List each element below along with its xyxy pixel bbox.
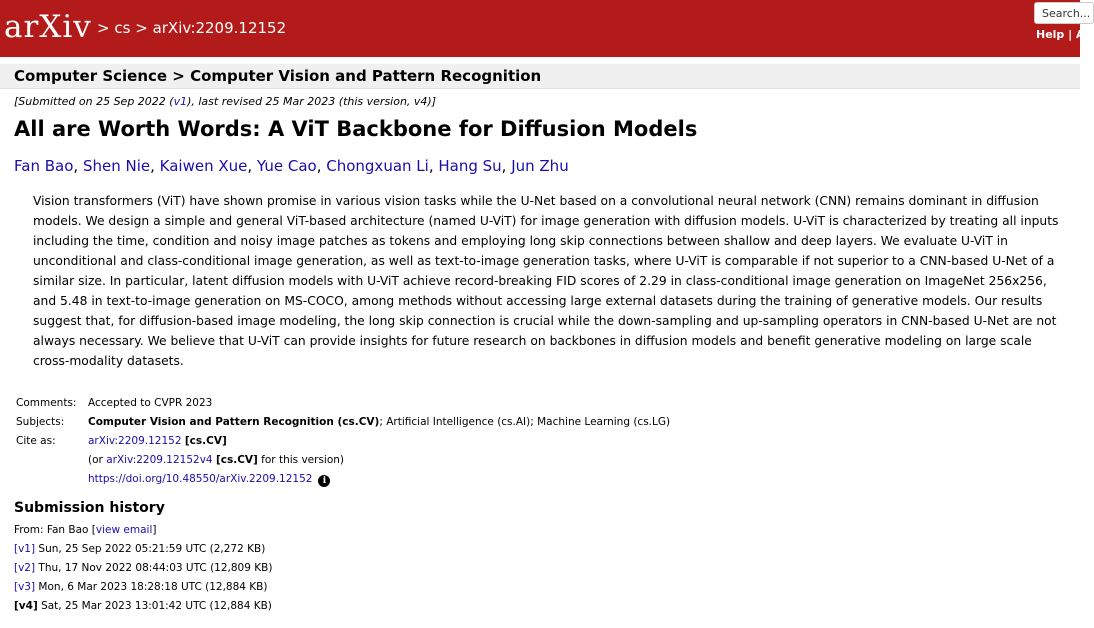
author-link[interactable]: Hang Su — [438, 157, 502, 175]
version-link-v1[interactable]: [v1] — [14, 543, 36, 555]
subjects-value — [88, 413, 670, 432]
view-email-link[interactable]: view email — [95, 524, 153, 536]
breadcrumb — [97, 17, 286, 39]
subjects-label: Subjects: — [16, 416, 65, 428]
version-entry — [14, 540, 272, 559]
from-prefix: From: Fan Bao [ — [14, 524, 96, 536]
version-link-v2[interactable]: [v2] — [14, 562, 36, 574]
help-links — [1036, 28, 1085, 41]
breadcrumb-paper-id: arXiv:2209.12152 — [152, 19, 287, 37]
author-link[interactable]: Fan Bao — [14, 157, 74, 175]
version-date: Sun, 25 Sep 2022 05:21:59 UTC (2,272 KB) — [35, 543, 266, 555]
author-link[interactable]: Yue Cao — [256, 157, 317, 175]
paper-title: All are Worth Words: A ViT Backbone for Diffusion Models — [14, 117, 698, 141]
version-date: Sat, 25 Mar 2023 13:01:42 UTC (12,884 KB) — [37, 600, 272, 612]
category-bar — [0, 64, 1080, 89]
comments-label: Comments: — [16, 397, 77, 409]
arxiv-logo[interactable]: arXiv — [4, 9, 92, 45]
cite-version-category: [cs.CV] — [215, 454, 258, 466]
v1-link[interactable]: v1 — [173, 95, 188, 108]
info-icon[interactable]: i — [318, 475, 330, 487]
cite-version-suffix: for this version) — [257, 454, 345, 466]
category-path: Computer Science > Computer Vision and Pattern Recognition — [14, 67, 542, 85]
cite-category: [cs.CV] — [184, 435, 227, 447]
version-entry — [14, 559, 272, 578]
cite-value — [88, 432, 227, 451]
submission-history — [14, 521, 272, 616]
author-list: Fan Bao, Shen Nie, Kaiwen Xue, Yue Cao, Chongxuan Li, Hang Su, Jun Zhu — [14, 157, 569, 175]
help-link[interactable]: Help — [1036, 28, 1065, 41]
search-input[interactable]: Search... — [1034, 2, 1094, 24]
from-line — [14, 521, 272, 540]
doi-value — [88, 470, 330, 489]
comments-value: Accepted to CVPR 2023 — [88, 397, 213, 409]
help-separator: | — [1068, 28, 1073, 41]
cite-id-link[interactable]: arXiv:2209.12152 — [88, 435, 182, 447]
version-entry — [14, 597, 272, 616]
author-link[interactable]: Chongxuan Li — [326, 157, 429, 175]
cite-version-link[interactable]: arXiv:2209.12152v4 — [106, 454, 213, 466]
primary-subject: Computer Vision and Pattern Recognition (cs.CV) — [88, 416, 380, 428]
dateline-suffix: ), last revised 25 Mar 2023 (this version, v4)] — [187, 95, 437, 108]
breadcrumb-separator: > — [135, 19, 148, 37]
breadcrumb-cs-link[interactable]: cs — [114, 19, 131, 37]
doi-link[interactable]: https://doi.org/10.48550/arXiv.2209.12152 — [88, 473, 313, 485]
other-subjects: ; Artificial Intelligence (cs.AI); Machine Learning (cs.LG) — [379, 416, 671, 428]
current-version-tag: [v4] — [14, 600, 38, 612]
submission-history-title: Submission history — [14, 500, 165, 516]
cite-version-prefix: (or — [88, 454, 107, 466]
author-link[interactable]: Jun Zhu — [511, 157, 569, 175]
breadcrumb-separator: > — [97, 19, 110, 37]
author-link[interactable]: Kaiwen Xue — [159, 157, 248, 175]
cite-label: Cite as: — [16, 435, 56, 447]
submission-dateline — [14, 95, 436, 108]
version-date: Thu, 17 Nov 2022 08:44:03 UTC (12,809 KB) — [35, 562, 273, 574]
version-entry — [14, 578, 272, 597]
dateline-prefix: [Submitted on 25 Sep 2022 ( — [14, 95, 174, 108]
from-suffix: ] — [152, 524, 157, 536]
version-date: Mon, 6 Mar 2023 18:28:18 UTC (12,884 KB) — [35, 581, 268, 593]
site-header — [0, 0, 1091, 57]
abstract: Vision transformers (ViT) have shown promise in various vision tasks while the U-Net based on a convolutional neural network (CNN) remains dominant in diffusion models. We design a simple and general ViT-based architecture (named U-ViT) for image generation with diffusion models. U-ViT is characterized by treating all inputs including the time, condition and noisy image patches as tokens and employing long skip connections between shallow and deep layers. We evaluate U-ViT in unconditional and class-conditional image generation, as well as text-to-image generation tasks, where U-ViT is comparable if not superior to a CNN-based U-Net of a similar size. In particular, latent diffusion models with U-ViT achieve record-breaking FID scores of 2.29 in class-conditional image generation on ImageNet 256x256, and 5.48 in text-to-image generation on MS-COCO, among methods without accessing large external datasets during the training of generative models. Our results suggest that, for diffusion-based image modeling, the long skip connection is crucial while the down-sampling and up-sampling operators in CNN-based U-Net are not always necessary. We believe that U-ViT can provide insights for future research on backbones in diffusion models and benefit generative modeling on large scale cross-modality datasets. — [33, 194, 1059, 368]
author-link[interactable]: Shen Nie — [82, 157, 151, 175]
advanced-search-link[interactable]: A — [1076, 28, 1085, 41]
cite-version-value — [88, 451, 344, 470]
version-link-v3[interactable]: [v3] — [14, 581, 36, 593]
